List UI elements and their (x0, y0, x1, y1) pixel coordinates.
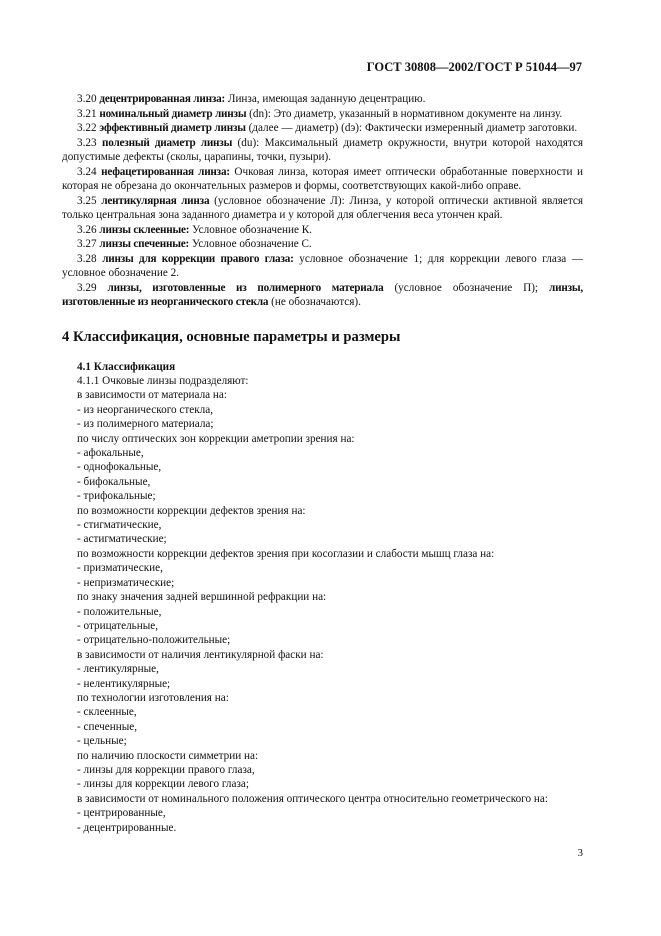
definition-text: Условное обозначение С. (189, 238, 312, 250)
definition-term: линзы, изготовленные из неорганического стекла (62, 281, 584, 308)
classification-line: - спеченные, (77, 720, 138, 733)
classification-line: - трифокальные; (77, 490, 156, 503)
classification-line: по возможности коррекции дефектов зрения на: (77, 504, 306, 517)
definition-number: 3.21 (77, 107, 97, 120)
definition-text: (dn): Это диаметр, указанный в нормативном документе на линзу. (246, 107, 563, 120)
classification-line: - из неорганического стекла, (77, 403, 213, 416)
definition-item (62, 281, 583, 310)
subsection-heading: 4.1 Классификация (77, 360, 176, 373)
definition-text: (не обозначаются). (268, 296, 361, 308)
definition-item (62, 237, 583, 252)
definition-text: (условное обозначение Л): Линза, у которой оптически активной является только центральная зона заданного диаметра и у которой для облегчения веса утончен край. (62, 194, 584, 221)
classification-line: по числу оптических зон коррекции аметропии зрения на: (77, 432, 355, 445)
definition-number: 3.20 (77, 93, 97, 105)
classification-line: - децентрированные. (77, 821, 177, 834)
classification-line: - призматические, (77, 562, 163, 575)
definition-term: эффективный диаметр линзы (99, 122, 246, 134)
definition-item (62, 107, 583, 122)
definition-term: нефацетированная линза: (101, 165, 230, 178)
definition-text: условное обозначение 1; для коррекции левого глаза — условное обозначение 2. (62, 252, 584, 279)
definition-number: 3.26 (77, 223, 97, 236)
classification-line: - линзы для коррекции правого глаза, (77, 763, 255, 776)
classification-line: в зависимости от наличия лентикулярной фаски на: (77, 648, 324, 661)
definition-item (62, 92, 583, 107)
definition-item (62, 165, 583, 194)
classification-line: по возможности коррекции дефектов зрения при косоглазии и слабости мышц глаза на: (77, 547, 495, 560)
definition-term: номинальный диаметр линзы (99, 107, 247, 120)
definition-text: Очковая линза, которая имеет оптически обработанные поверхности и которая не обрезана до окончательных размеров и формы, соответствующих какой-либо оправе. (62, 165, 583, 192)
definition-item (62, 252, 583, 281)
definition-number: 3.22 (77, 122, 97, 134)
classification-line: по технологии изготовления на: (77, 691, 229, 704)
definition-term: линзы спеченные: (99, 238, 190, 250)
classification-line: - склеенные, (77, 706, 137, 719)
definition-item (62, 223, 583, 238)
definition-item (62, 194, 583, 223)
classification-line: - цельные; (77, 735, 127, 748)
classification-line: в зависимости от материала на: (77, 389, 227, 402)
definition-term: лентикулярная линза (101, 194, 210, 207)
classification-line: - однофокальные, (77, 461, 162, 474)
definitions-list (62, 92, 583, 310)
definition-term: полезный диаметр линзы (101, 136, 233, 149)
classification-line: - отрицательные, (77, 619, 159, 632)
definition-term: децентрированная линза: (99, 93, 226, 105)
definition-number: 3.29 (77, 281, 97, 294)
classification-line: - отрицательно-положительные; (77, 634, 231, 647)
classification-line: - астигматические; (77, 533, 167, 546)
definition-term: линзы склеенные: (99, 223, 190, 236)
classification-line: - центрированные, (77, 807, 166, 820)
page-number: 3 (577, 847, 583, 859)
definition-number: 3.24 (77, 165, 97, 178)
document-body (62, 92, 583, 835)
definition-text: Линза, имеющая заданную децентрацию. (225, 93, 426, 105)
definition-term: линзы для коррекции правого глаза: (102, 252, 294, 265)
definition-item (62, 121, 583, 136)
classification-line: - из полимерного материала; (77, 418, 214, 431)
definition-text: Условное обозначение К. (189, 223, 312, 236)
definition-term: линзы, изготовленные из полимерного материала (107, 281, 384, 294)
classification-line: - стигматические, (77, 519, 162, 532)
definition-number: 3.27 (77, 238, 97, 250)
classification-line: - афокальные, (77, 447, 144, 460)
classification-line: - лентикулярные, (77, 663, 159, 676)
classification-line: - бифокальные, (77, 475, 151, 488)
classification-line: по наличию плоскости симметрии на: (77, 749, 259, 762)
definition-number: 3.28 (77, 252, 97, 265)
classification-line: по знаку значения задней вершинной рефракции на: (77, 591, 327, 604)
classification-line: - положительные, (77, 605, 162, 618)
page-header: ГОСТ 30808—2002/ГОСТ Р 51044—97 (366, 60, 582, 74)
definition-text: (далее — диаметр) (dэ): Фактически измеренный диаметр заготовки. (245, 122, 578, 134)
definition-number: 3.25 (77, 194, 97, 207)
definition-number: 3.23 (77, 136, 97, 149)
classification-line: - непризматические; (77, 576, 175, 589)
classification-line: в зависимости от номинального положения оптического центра относительно геометрического на: (77, 792, 548, 805)
classification-list (62, 374, 583, 835)
definition-item (62, 136, 583, 165)
classification-line: - нелентикулярные; (77, 677, 171, 690)
classification-line: 4.1.1 Очковые линзы подразделяют: (77, 375, 249, 387)
classification-line: - линзы для коррекции левого глаза; (77, 778, 249, 791)
definition-text: (условное обозначение П); (383, 281, 550, 294)
section-heading: 4 Классификация, основные параметры и размеры (62, 328, 401, 345)
definition-text: (du): Максимальный диаметр окружности, внутри которой находятся допустимые дефекты (сколы, царапины, точки, пузыри). (62, 136, 583, 163)
